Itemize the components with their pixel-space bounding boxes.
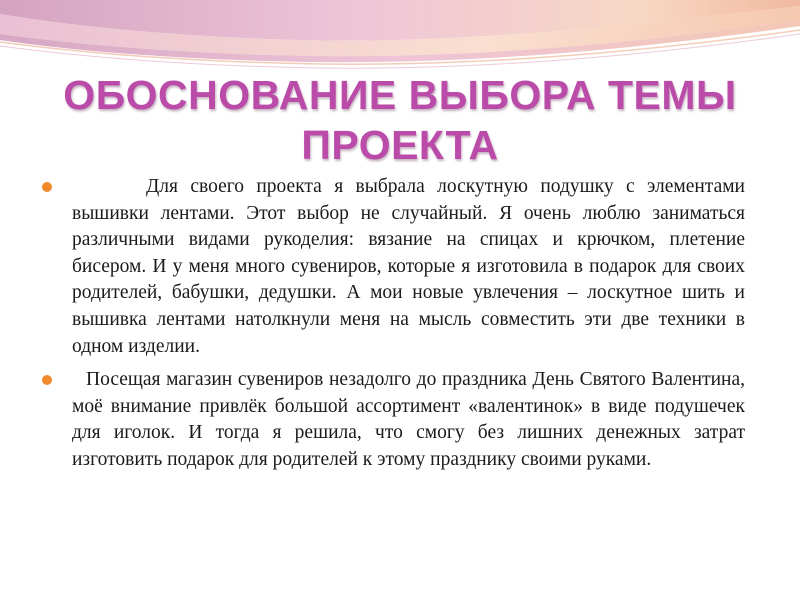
bullet-paragraph-1: [40, 174, 745, 360]
bullet-dot-icon: [42, 375, 52, 385]
slide-title-line-2: ПРОЕКТА: [301, 122, 499, 168]
slide-body: [40, 174, 745, 481]
bullet-dot-icon: [42, 182, 52, 192]
slide-title: [0, 70, 800, 170]
paragraph-1-text: Для своего проекта я выбрала лоскутную подушку с элементами вышивки лентами. Этот выбор не случайный. Я очень люблю заниматься различными видами рукоделия: вязание на спицах и крючком, плетение бисером. И у меня много сувениров, которые я изготовила в подарок для своих родителей, бабушки, дедушки. А мои новые увлечения – лоскутное шить и вышивка лентами натолкнули меня на мысль совместить эти две техники в одном изделии.: [72, 176, 745, 357]
paragraph-2-text: Посещая магазин сувениров незадолго до праздника День Святого Валентина, моё внимание привлёк большой ассортимент «валентинок» в виде подушечек для иголок. И тогда я решила, что смогу без лишних денежных затрат изготовить подарок для родителей к этому празднику своими руками.: [72, 369, 745, 470]
slide-title-line-1: ОБОСНОВАНИЕ ВЫБОРА ТЕМЫ: [63, 72, 737, 118]
bullet-paragraph-2: [40, 367, 745, 473]
